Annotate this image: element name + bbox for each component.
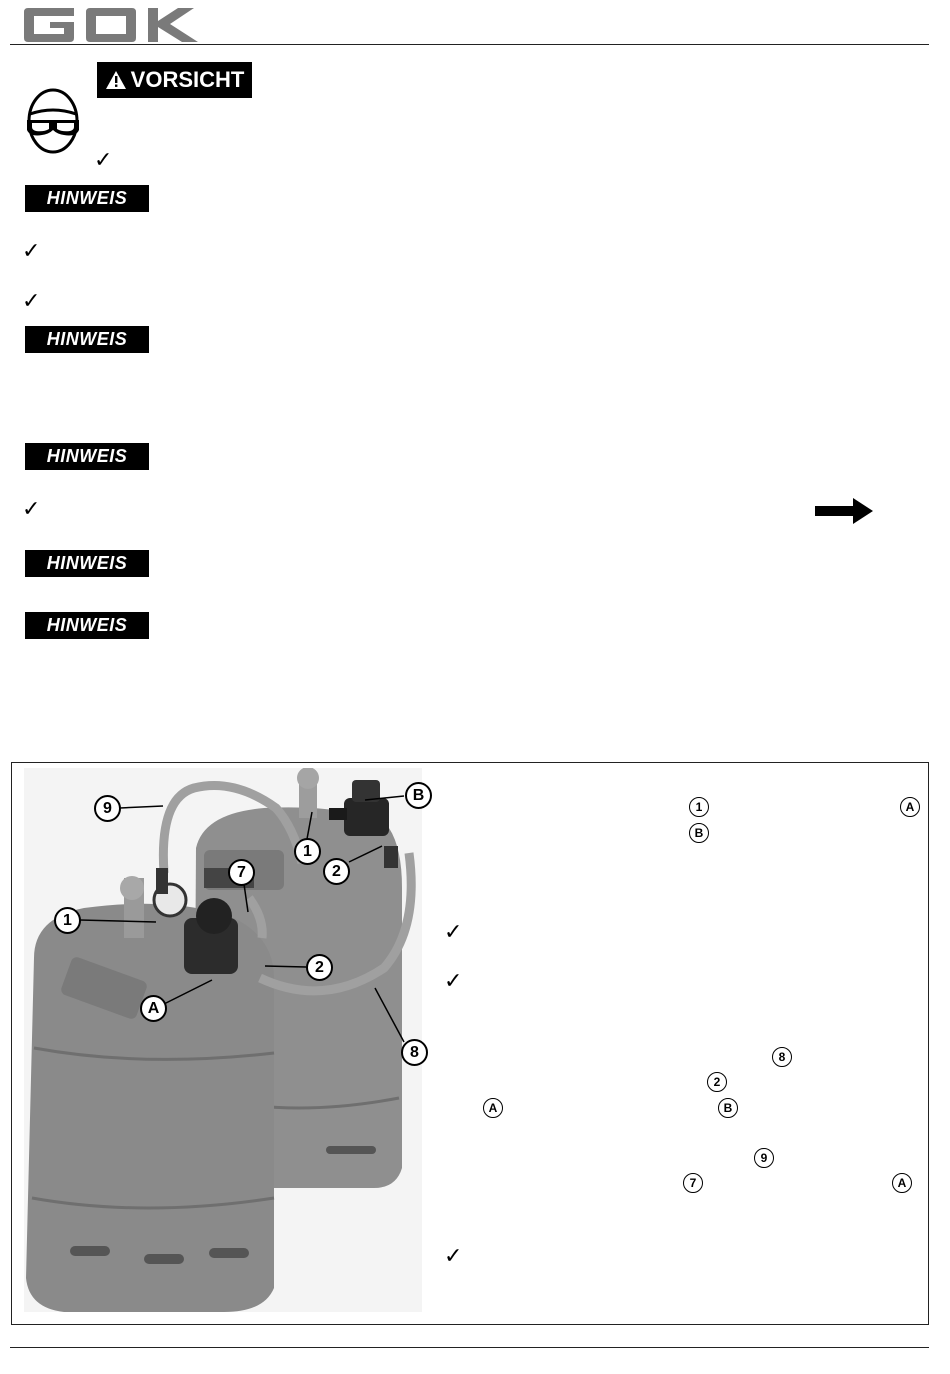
check-mark-5: ✓: [444, 920, 463, 945]
ref-circle-A-2: A: [483, 1098, 503, 1118]
hinweis-badge-1: HINWEIS: [25, 185, 149, 212]
ref-circle-B-2: B: [718, 1098, 738, 1118]
footer-rule: [10, 1347, 929, 1348]
hinweis-badge-2: HINWEIS: [25, 326, 149, 353]
callout-8: 8: [401, 1039, 428, 1066]
ref-circle-A-1: A: [900, 797, 920, 817]
ref-circle-8: 8: [772, 1047, 792, 1067]
callout-9: 9: [94, 795, 121, 822]
callout-1-front: 1: [54, 907, 81, 934]
callout-2-front: 2: [306, 954, 333, 981]
hinweis-badge-5: HINWEIS: [25, 612, 149, 639]
ref-circle-7: 7: [683, 1173, 703, 1193]
check-mark-2: ✓: [22, 239, 41, 264]
ref-circle-2: 2: [707, 1072, 727, 1092]
check-mark-7: ✓: [444, 1244, 463, 1269]
check-mark-1: ✓: [94, 148, 113, 173]
callout-7: 7: [228, 859, 255, 886]
ref-circle-A-3: A: [892, 1173, 912, 1193]
check-mark-4: ✓: [22, 497, 41, 522]
callout-1-rear: 1: [294, 838, 321, 865]
vorsicht-label: VORSICHT: [130, 67, 245, 92]
ref-circle-B-1: B: [689, 823, 709, 843]
callout-A: A: [140, 995, 167, 1022]
check-mark-6: ✓: [444, 969, 463, 994]
hinweis-badge-3: HINWEIS: [25, 443, 149, 470]
hinweis-badge-4: HINWEIS: [25, 550, 149, 577]
callout-2-rear: 2: [323, 858, 350, 885]
callout-B: B: [405, 782, 432, 809]
ref-circle-9: 9: [754, 1148, 774, 1168]
check-mark-3: ✓: [22, 289, 41, 314]
ref-circle-1: 1: [689, 797, 709, 817]
